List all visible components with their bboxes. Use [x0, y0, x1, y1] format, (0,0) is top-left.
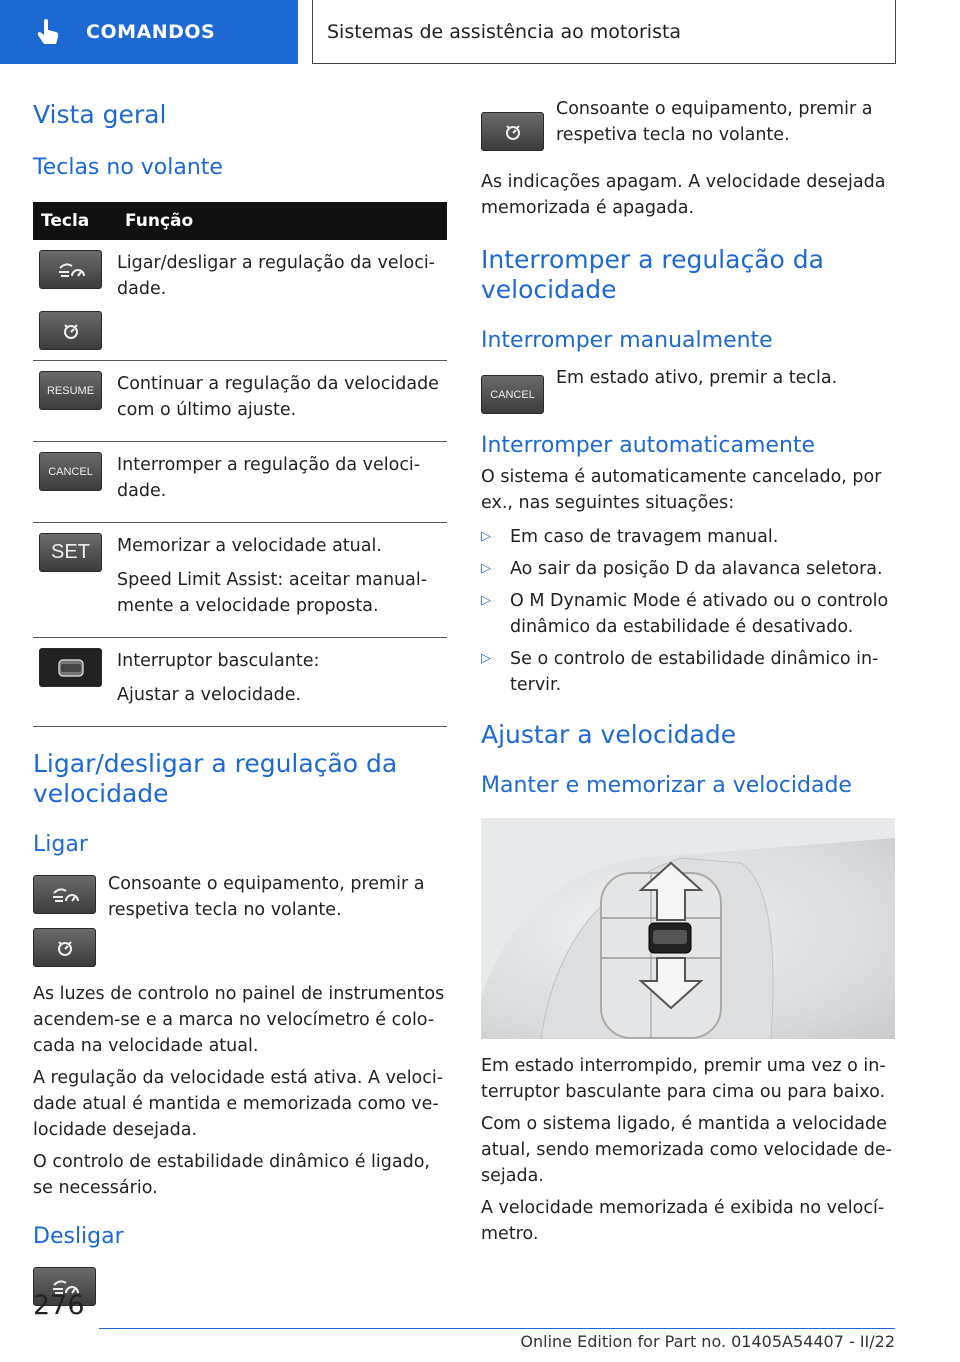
section-label: COMANDOS — [86, 21, 216, 43]
row-text: Ajustar a velocidade. — [117, 685, 302, 705]
table-row — [33, 442, 447, 523]
paragraph: O sistema é automaticamente cancelado, por ex., nas seguintes situações: — [481, 467, 882, 513]
list-item: ▷ Ao sair da posição D da alavanca seletora. — [481, 556, 895, 582]
page-number: 276 — [33, 1290, 85, 1321]
paragraph: Em estado interrompido, premir uma vez o in-terruptor basculante para cima ou para baixo. — [481, 1056, 886, 1102]
row-text: Interruptor basculante: — [117, 651, 320, 671]
paragraph: As indicações apagam. A velocidade desejada memorizada é apagada. — [481, 172, 886, 218]
table-row — [33, 638, 447, 727]
cruise-on-off-icon — [33, 875, 96, 914]
cruise-resume-icon — [33, 928, 96, 967]
paragraph: Com o sistema ligado, é mantida a velocidade atual, sendo memorizada como velocidade de-sejada. — [481, 1114, 892, 1186]
cruise-resume-icon — [481, 112, 544, 151]
right-column — [481, 96, 895, 1247]
keys-table — [33, 202, 447, 727]
row-text: Interromper a regulação da veloci-dade. — [117, 455, 421, 501]
heading-overview: Vista geral — [33, 100, 167, 129]
list-item: ▷ Em caso de travagem manual. — [481, 524, 895, 550]
chapter-title: Sistemas de assistência ao motorista — [312, 0, 896, 64]
table-row — [33, 240, 447, 361]
triangle-bullet-icon: ▷ — [481, 593, 491, 608]
col-header-function: Função — [117, 202, 447, 240]
edition-text: Online Edition for Part no. 01405A54407 - II/22 — [520, 1332, 895, 1351]
manual-instruction: Em estado ativo, premir a tecla. — [556, 368, 838, 388]
row-text: Continuar a regulação da velocidade com o último ajuste. — [117, 374, 439, 420]
heading-interrupt: Interromper a regulação da velocidade — [481, 245, 824, 304]
footer-divider — [99, 1328, 895, 1329]
list-item: ▷ Se o controlo de estabilidade dinâmico in-tervir. — [481, 646, 895, 698]
set-key: SET — [39, 533, 102, 572]
row-text: Speed Limit Assist: aceitar manual-mente a velocidade proposta. — [117, 570, 428, 616]
paragraph: A velocidade memorizada é exibida no velocí-metro. — [481, 1198, 885, 1244]
triangle-bullet-icon: ▷ — [481, 529, 491, 544]
resume-key: RESUME — [39, 371, 102, 410]
row-text: Memorizar a velocidade atual. — [117, 536, 382, 556]
heading-on: Ligar — [33, 832, 88, 857]
row-text: Ligar/desligar a regulação da veloci-dade. — [117, 253, 435, 299]
heading-keys: Teclas no volante — [33, 155, 223, 180]
off-instruction: Consoante o equipamento, premir a respetiva tecla no volante. — [556, 99, 873, 145]
triangle-bullet-icon: ▷ — [481, 651, 491, 666]
cruise-resume-icon — [39, 311, 102, 350]
heading-adjust: Ajustar a velocidade — [481, 720, 737, 749]
paragraph: As luzes de controlo no painel de instrumentos acendem-se e a marca no velocímetro é colo-cada na velocidade atual. — [33, 984, 445, 1056]
triangle-bullet-icon: ▷ — [481, 561, 491, 576]
section-tab[interactable] — [0, 0, 298, 64]
page-header — [0, 0, 960, 66]
on-instruction: Consoante o equipamento, premir a respetiva tecla no volante. — [108, 874, 425, 920]
heading-on-off: Ligar/desligar a regulação da velocidade — [33, 749, 398, 808]
auto-cancel-list — [481, 524, 895, 698]
table-row — [33, 361, 447, 442]
cruise-on-off-icon — [39, 250, 102, 289]
left-column — [33, 96, 447, 1306]
rocker-switch-icon — [39, 648, 102, 687]
heading-manual: Interromper manualmente — [481, 328, 773, 353]
list-item: ▷ O M Dynamic Mode é ativado ou o controlo dinâmico da estabilidade é desativado. — [481, 588, 895, 640]
cancel-key: CANCEL — [39, 452, 102, 491]
heading-keep: Manter e memorizar a velocidade — [481, 773, 852, 798]
heading-auto: Interromper automaticamente — [481, 433, 816, 458]
cancel-key: CANCEL — [481, 375, 544, 414]
steering-wheel-buttons-image — [481, 818, 895, 1039]
paragraph: O controlo de estabilidade dinâmico é ligado, se necessário. — [33, 1152, 430, 1198]
paragraph: A regulação da velocidade está ativa. A veloci-dade atual é mantida e memorizada como ve-locidade desejada. — [33, 1068, 444, 1140]
heading-off: Desligar — [33, 1224, 124, 1249]
col-header-key: Tecla — [33, 202, 117, 240]
hand-pointer-icon — [32, 16, 64, 48]
table-row — [33, 523, 447, 638]
